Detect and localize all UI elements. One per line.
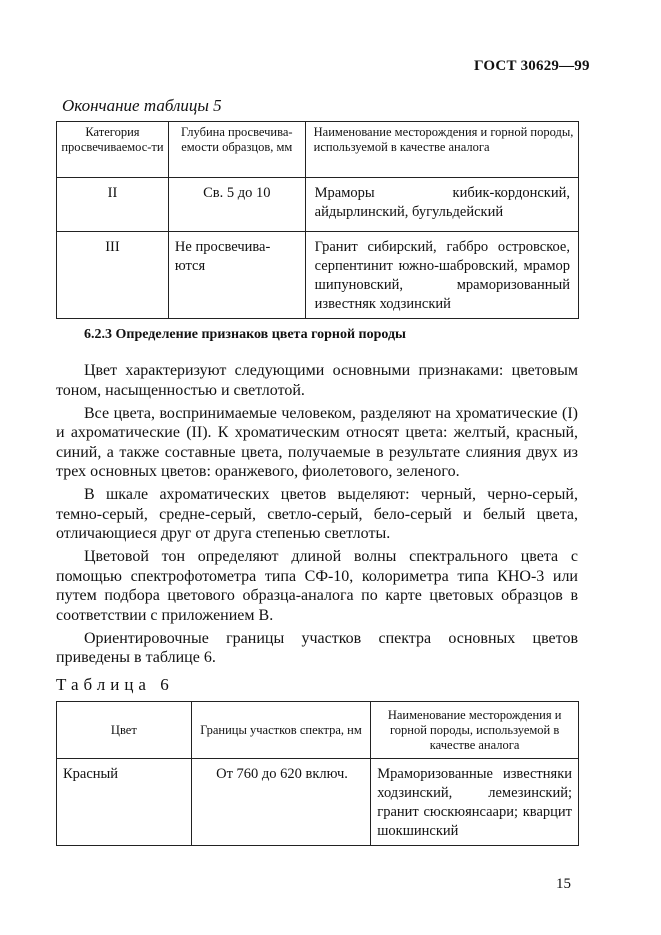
column-header-deposit: Наименование месторождения и горной породы, используемой в качестве аналога (371, 702, 579, 759)
cell-deposit: Гранит сибирский, габбро островское, серпентинит южно-шабровский, мрамор шипуновский, мраморизованный известняк ходзинский (305, 232, 578, 319)
cell-deposit: Мраморы кибик-кордонский, айдырлинский, бугульдейский (305, 178, 578, 232)
table-header-row (57, 122, 579, 178)
paragraph: Цветовой тон определяют длиной волны спектрального цвета с помощью спектрофотометра типа СФ-10, колориметра типа КНО-3 или путем подбора цветового образца-аналога по карте цветовых образцов в соответствии с приложением В. (56, 548, 578, 624)
document-code: ГОСТ 30629—99 (474, 58, 590, 74)
table-row (57, 232, 579, 319)
table-row (57, 759, 579, 846)
cell-category: II (57, 178, 169, 232)
table6-caption: Таблица 6 (56, 675, 174, 694)
table-header-row (57, 702, 579, 759)
column-header-color: Цвет (57, 702, 192, 759)
table-6 (56, 701, 579, 846)
table5-caption: Окончание таблицы 5 (62, 96, 222, 115)
cell-depth: Св. 5 до 10 (168, 178, 305, 232)
cell-depth: Не просвечива-ются (168, 232, 305, 319)
column-header-depth: Глубина просвечива-емости образцов, мм (168, 122, 305, 178)
column-header-deposit: Наименование месторождения и горной породы, используемой в качестве аналога (305, 122, 578, 178)
section-heading: 6.2.3 Определение признаков цвета горной породы (84, 327, 406, 342)
paragraph: Ориентировочные границы участков спектра основных цветов приведены в таблице 6. (56, 629, 578, 666)
section-body (56, 361, 578, 671)
column-header-range: Границы участков спектра, нм (191, 702, 371, 759)
table-row (57, 178, 579, 232)
cell-category: III (57, 232, 169, 319)
column-header-category: Категория просвечиваемос-ти (57, 122, 169, 178)
table-5 (56, 121, 579, 319)
page-number: 15 (556, 876, 571, 892)
cell-range: От 760 до 620 включ. (191, 759, 371, 846)
paragraph: Цвет характеризуют следующими основными признаками: цветовым тоном, насыщенностью и светлотой. (56, 362, 578, 399)
paragraph: В шкале ахроматических цветов выделяют: черный, черно-серый, темно-серый, средне-серый, светло-серый, бело-серый и белый цвета, отличающиеся друг от друга степенью светлоты. (56, 486, 578, 542)
cell-deposit: Мраморизованные известняки ходзинский, лемезинский; гранит сюскюянсаари; кварцит шокшинский (371, 759, 579, 846)
cell-color: Красный (57, 759, 192, 846)
paragraph: Все цвета, воспринимаемые человеком, разделяют на хроматические (I) и ахроматические (II). К хроматическим относят цвета: желтый, красный, синий, а также составные цвета, получаемые в результате слияния двух из трех основных цветов: оранжевого, фиолетового, зеленого. (56, 404, 578, 480)
